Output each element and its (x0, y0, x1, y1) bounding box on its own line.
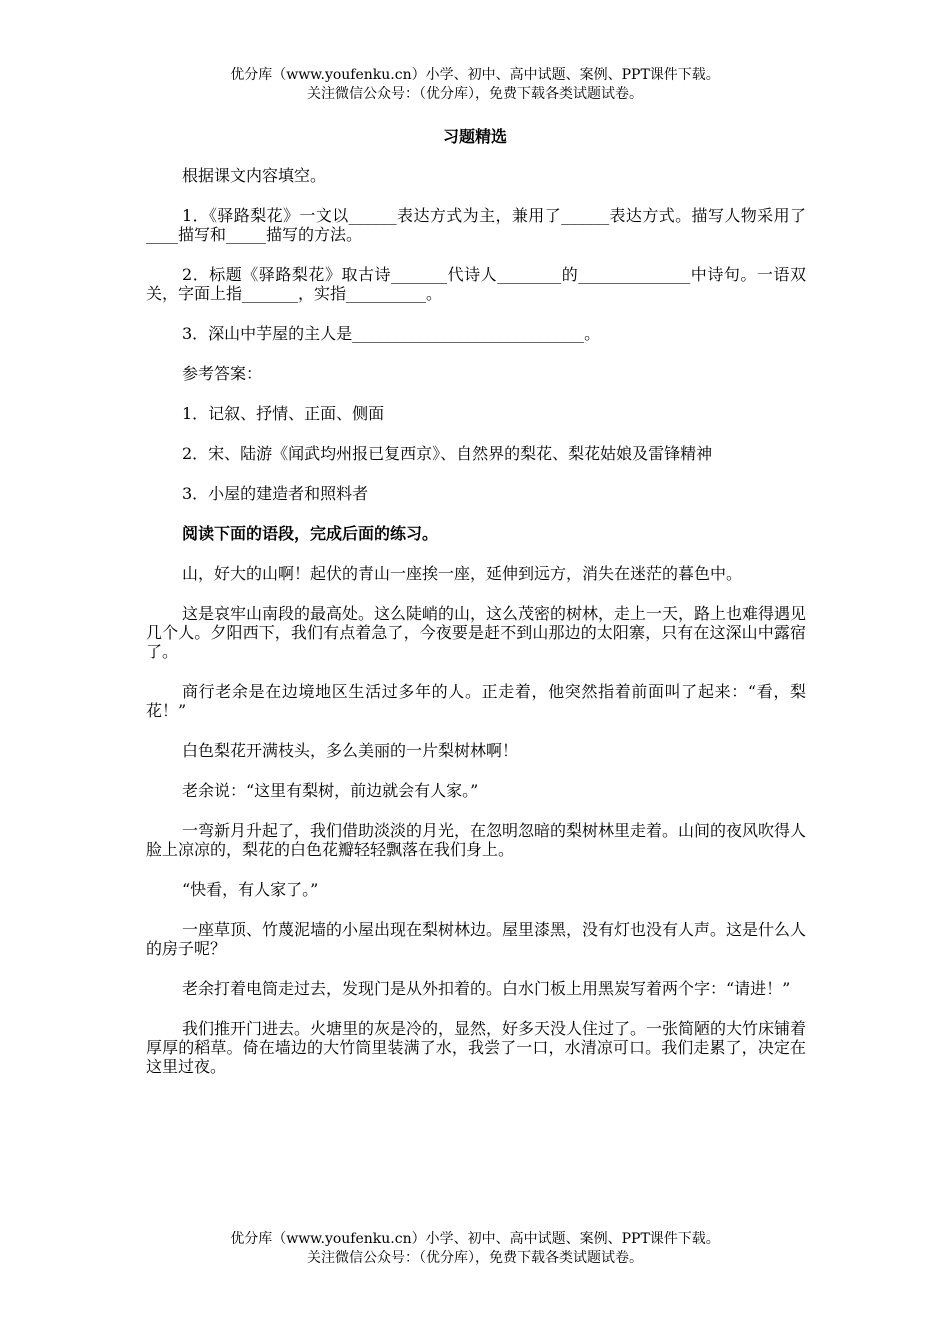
question-2: 2．标题《驿路梨花》取古诗_______代诗人________的______________中诗句。一语双关，字面上指_______，实指__________。 (146, 265, 806, 303)
passage-paragraph: 老余说：“这里有梨树，前边就会有人家。” (182, 781, 479, 800)
page-title: 习题精选 (442, 127, 507, 146)
answer-3: 3．小屋的建造者和照料者 (182, 484, 369, 503)
page-footer (0, 1230, 950, 1268)
document-body (146, 166, 806, 1097)
answer-1: 1．记叙、抒情、正面、侧面 (182, 404, 385, 423)
footer-line-2: 关注微信公众号：（优分库），免费下载各类试题试卷。 (307, 1250, 643, 1266)
passage-paragraph: 一弯新月升起了，我们借助淡淡的月光，在忽明忽暗的梨树林里走着。山间的夜风吹得人脸上凉凉的，梨花的白色花瓣轻轻飘落在我们身上。 (146, 821, 807, 859)
fill-in-instruction: 根据课文内容填空。 (182, 166, 327, 185)
answer-2: 2．宋、陆游《闻武均州报已复西京》、自然界的梨花、梨花姑娘及雷锋精神 (182, 444, 713, 463)
passage-paragraph: 这是哀牢山南段的最高处。这么陡峭的山，这么茂密的树林，走上一天，路上也难得遇见几个人。夕阳西下，我们有点着急了，今夜要是赶不到山那边的太阳寨，只有在这深山中露宿了。 (146, 604, 807, 661)
passage-paragraph: “快看，有人家了。” (182, 880, 319, 899)
passage-paragraph: 一座草顶、竹蔑泥墙的小屋出现在梨树林边。屋里漆黑，没有灯也没有人声。这是什么人的房子呢？ (146, 920, 807, 958)
passage-paragraph: 老余打着电筒走过去，发现门是从外扣着的。白水门板上用黑炭写着两个字：“请进！” (182, 979, 791, 998)
footer-line-1: 优分库（www.youfenku.cn）小学、初中、高中试题、案例、PPT课件下载。 (230, 1231, 720, 1247)
header-line-1: 优分库（www.youfenku.cn）小学、初中、高中试题、案例、PPT课件下载。 (230, 67, 720, 83)
reading-heading: 阅读下面的语段，完成后面的练习。 (182, 524, 439, 543)
passage-paragraph: 山，好大的山啊！起伏的青山一座挨一座，延伸到远方，消失在迷茫的暮色中。 (182, 564, 743, 583)
question-3: 3．深山中芋屋的主人是_____________________________。 (182, 324, 601, 343)
question-1: 1．《驿路梨花》一文以______表达方式为主，兼用了______表达方式。描写人物采用了____描写和_____描写的方法。 (146, 206, 806, 244)
passage-paragraph: 商行老余是在边境地区生活过多年的人。正走着，他突然指着前面叫了起来：“看，梨花！” (146, 682, 806, 720)
passage-paragraph: 白色梨花开满枝头，多么美丽的一片梨树林啊！ (182, 741, 519, 760)
page-header (0, 66, 950, 104)
header-line-2: 关注微信公众号：（优分库），免费下载各类试题试卷。 (307, 86, 643, 102)
answers-label: 参考答案： (182, 364, 263, 383)
passage-paragraph: 我们推开门进去。火塘里的灰是冷的，显然，好多天没人住过了。一张简陋的大竹床铺着厚厚的稻草。倚在墙边的大竹筒里装满了水，我尝了一口，水清凉可口。我们走累了，决定在这里过夜。 (146, 1019, 807, 1076)
